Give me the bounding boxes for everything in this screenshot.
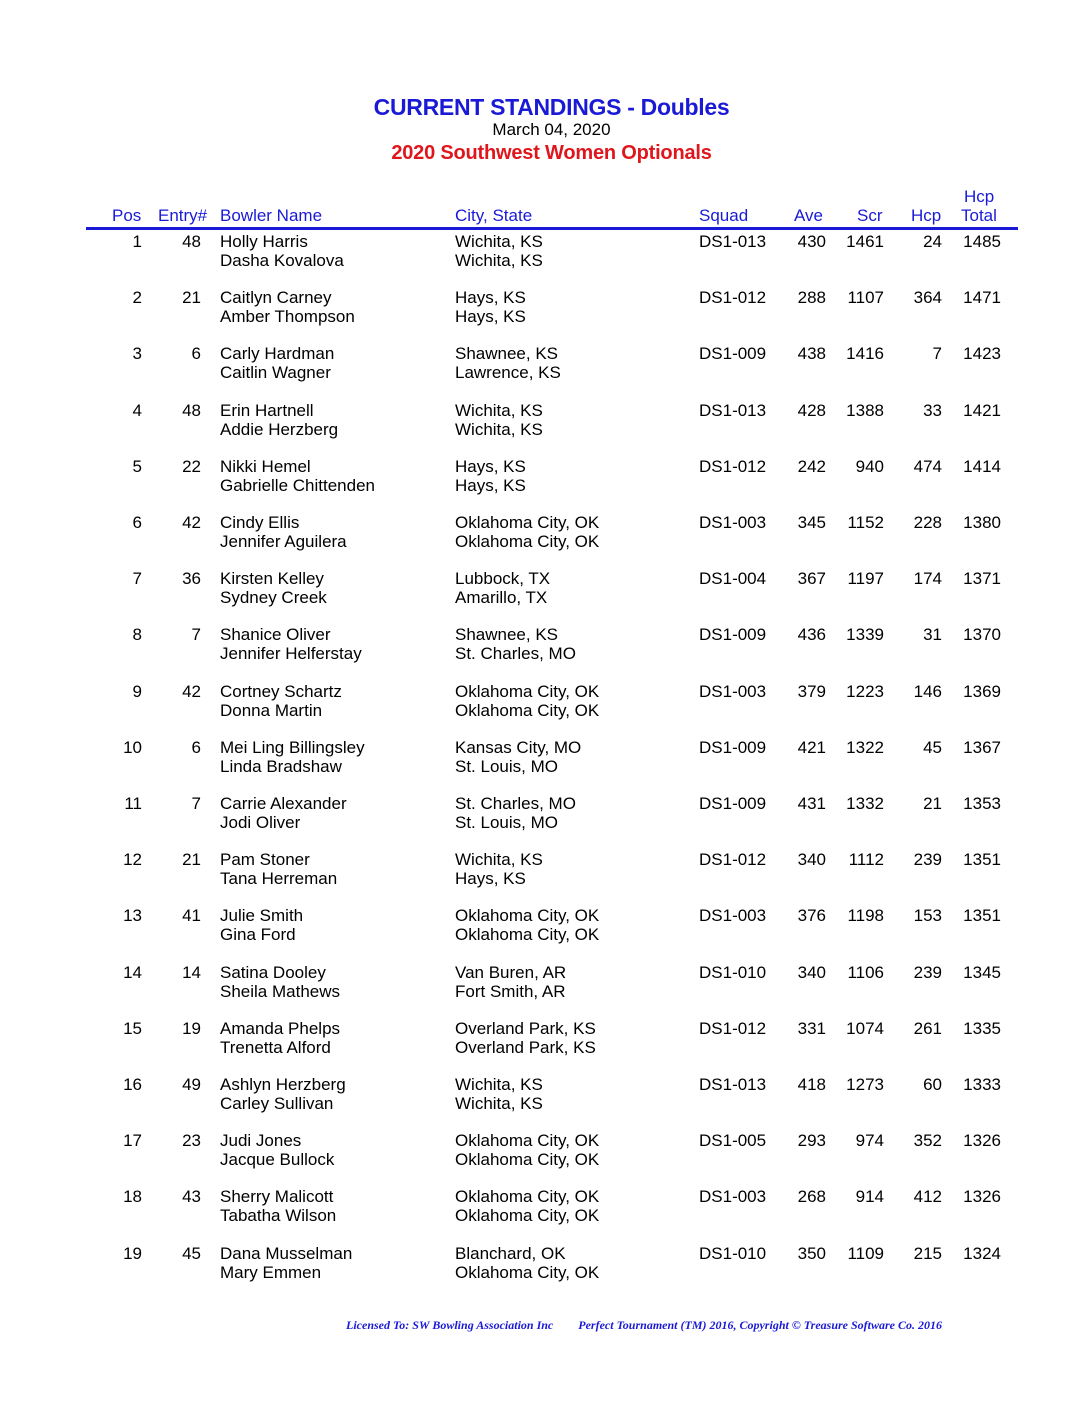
cell-hcp: 21 <box>923 794 942 813</box>
cell-city-1: Hays, KS <box>455 288 526 308</box>
cell-bowler-2: Addie Herzberg <box>220 419 339 439</box>
cell-entry: 7 <box>191 794 201 813</box>
cell-hcp-total: 1326 <box>963 1131 1001 1151</box>
cell-hcp-total: 1345 <box>963 962 1001 982</box>
cell-pos: 17 <box>123 1131 142 1151</box>
cell-city-2: Oklahoma City, OK <box>455 700 600 720</box>
cell-city-2: Overland Park, KS <box>455 1037 596 1057</box>
cell-bowler-1: Dana Musselman <box>220 1243 353 1263</box>
cell-pos: 11 <box>124 794 142 813</box>
cell-bowler-2: Jennifer Aguilera <box>220 532 347 551</box>
cell-bowler-1: Nikki Hemel <box>220 456 311 476</box>
col-hcp-total-bottom: Total <box>961 206 997 225</box>
cell-entry: 6 <box>191 344 201 364</box>
cell-hcp-total: 1326 <box>963 1187 1001 1207</box>
cell-city-2: Oklahoma City, OK <box>455 532 600 551</box>
cell-city-1: Oklahoma City, OK <box>455 513 600 532</box>
cell-scr: 1332 <box>846 794 884 813</box>
cell-squad: DS1-009 <box>699 794 767 813</box>
cell-ave: 421 <box>797 737 826 757</box>
cell-squad: DS1-010 <box>699 962 767 982</box>
cell-bowler-2: Jacque Bullock <box>220 1150 335 1170</box>
cell-city-1: Blanchard, OK <box>455 1243 566 1263</box>
cell-ave: 331 <box>797 1018 826 1038</box>
cell-scr: 1074 <box>846 1018 884 1038</box>
col-bowler-name: Bowler Name <box>220 206 323 225</box>
cell-squad: DS1-013 <box>699 232 767 251</box>
cell-bowler-1: Mei Ling Billingsley <box>220 737 365 757</box>
cell-bowler-2: Trenetta Alford <box>220 1037 331 1057</box>
cell-ave: 340 <box>797 850 826 870</box>
cell-ave: 438 <box>797 344 826 364</box>
cell-bowler-2: Donna Martin <box>220 700 323 720</box>
cell-hcp: 228 <box>913 513 942 532</box>
cell-entry: 22 <box>182 456 201 476</box>
col-pos: Pos <box>112 206 142 225</box>
cell-city-1: Hays, KS <box>455 456 526 476</box>
cell-bowler-1: Kirsten Kelley <box>220 569 324 589</box>
cell-scr: 1322 <box>846 737 884 757</box>
cell-squad: DS1-012 <box>699 850 767 870</box>
cell-hcp-total: 1370 <box>963 625 1001 645</box>
cell-squad: DS1-012 <box>699 288 767 308</box>
cell-city-2: Fort Smith, AR <box>455 981 566 1001</box>
cell-hcp-total: 1324 <box>963 1243 1001 1263</box>
cell-hcp-total: 1335 <box>963 1018 1001 1038</box>
cell-hcp: 239 <box>913 962 942 982</box>
cell-bowler-1: Ashlyn Herzberg <box>220 1075 346 1094</box>
cell-pos: 2 <box>132 288 142 308</box>
cell-hcp: 7 <box>932 344 942 364</box>
cell-city-2: Oklahoma City, OK <box>455 1150 600 1170</box>
cell-city-2: Wichita, KS <box>455 419 543 439</box>
cell-pos: 13 <box>123 906 142 926</box>
cell-city-2: St. Charles, MO <box>455 644 576 664</box>
cell-entry: 7 <box>191 625 201 645</box>
cell-city-2: St. Louis, MO <box>455 756 558 776</box>
cell-city-1: Lubbock, TX <box>455 569 551 589</box>
page-title: CURRENT STANDINGS - Doubles <box>373 94 730 120</box>
cell-squad: DS1-009 <box>699 625 767 645</box>
cell-squad: DS1-013 <box>699 1075 767 1094</box>
cell-entry: 21 <box>182 850 201 870</box>
cell-bowler-1: Amanda Phelps <box>220 1018 341 1038</box>
cell-city-1: Wichita, KS <box>455 400 543 420</box>
cell-entry: 42 <box>182 513 201 532</box>
cell-scr: 1416 <box>846 344 884 364</box>
cell-entry: 6 <box>191 737 201 757</box>
cell-hcp-total: 1333 <box>963 1075 1001 1094</box>
cell-city-2: Wichita, KS <box>455 251 543 270</box>
cell-bowler-1: Judi Jones <box>220 1131 302 1151</box>
cell-city-2: St. Louis, MO <box>455 813 558 832</box>
cell-entry: 23 <box>182 1131 201 1151</box>
cell-hcp-total: 1421 <box>963 400 1001 420</box>
cell-pos: 18 <box>123 1187 142 1207</box>
cell-city-1: St. Charles, MO <box>455 794 576 813</box>
col-ave: Ave <box>794 206 823 225</box>
cell-ave: 428 <box>797 400 826 420</box>
cell-hcp: 215 <box>913 1243 942 1263</box>
cell-city-1: Shawnee, KS <box>455 344 559 364</box>
cell-ave: 436 <box>797 625 826 645</box>
cell-hcp: 474 <box>913 456 942 476</box>
footer-licensed: Licensed To: SW Bowling Association Inc <box>346 1318 554 1332</box>
cell-scr: 1197 <box>847 569 884 589</box>
col-hcp: Hcp <box>911 206 942 225</box>
cell-entry: 43 <box>182 1187 201 1207</box>
cell-scr: 1461 <box>846 232 884 251</box>
cell-city-2: Amarillo, TX <box>455 588 548 608</box>
col-city-state: City, State <box>455 206 533 225</box>
cell-ave: 268 <box>797 1187 826 1207</box>
cell-hcp-total: 1351 <box>963 850 1001 870</box>
cell-ave: 345 <box>797 513 826 532</box>
cell-scr: 1339 <box>846 625 884 645</box>
cell-hcp: 24 <box>923 232 942 251</box>
cell-hcp-total: 1351 <box>963 906 1001 926</box>
cell-squad: DS1-004 <box>699 569 767 589</box>
cell-hcp-total: 1367 <box>963 737 1001 757</box>
cell-squad: DS1-003 <box>699 1187 767 1207</box>
cell-squad: DS1-013 <box>699 400 767 420</box>
cell-city-1: Oklahoma City, OK <box>455 906 600 926</box>
cell-bowler-2: Gabrielle Chittenden <box>220 475 375 495</box>
cell-city-2: Hays, KS <box>455 307 526 327</box>
cell-city-1: Shawnee, KS <box>455 625 559 645</box>
cell-bowler-2: Jodi Oliver <box>220 813 301 832</box>
cell-scr: 974 <box>855 1131 884 1151</box>
cell-hcp: 45 <box>923 737 942 757</box>
cell-bowler-1: Carly Hardman <box>220 344 335 364</box>
cell-city-2: Oklahoma City, OK <box>455 925 600 945</box>
cell-entry: 48 <box>182 400 201 420</box>
cell-ave: 430 <box>797 232 826 251</box>
cell-bowler-2: Linda Bradshaw <box>220 756 342 776</box>
cell-scr: 1109 <box>847 1243 884 1263</box>
cell-entry: 42 <box>182 681 201 701</box>
col-squad: Squad <box>699 206 749 225</box>
cell-hcp-total: 1471 <box>963 288 1001 308</box>
cell-city-2: Oklahoma City, OK <box>455 1262 600 1282</box>
cell-scr: 1152 <box>847 513 884 532</box>
cell-hcp: 352 <box>913 1131 942 1151</box>
cell-ave: 340 <box>797 962 826 982</box>
cell-hcp: 153 <box>913 906 942 926</box>
cell-bowler-1: Sherry Malicott <box>220 1187 334 1207</box>
cell-bowler-2: Caitlin Wagner <box>220 363 331 383</box>
cell-pos: 12 <box>123 850 142 870</box>
cell-hcp: 33 <box>923 400 942 420</box>
cell-squad: DS1-003 <box>699 906 767 926</box>
cell-hcp-total: 1380 <box>963 513 1001 532</box>
cell-entry: 45 <box>182 1243 201 1263</box>
cell-pos: 4 <box>132 400 142 420</box>
cell-hcp: 239 <box>913 850 942 870</box>
cell-scr: 1107 <box>847 288 884 308</box>
col-hcp-total-top: Hcp <box>964 187 995 206</box>
cell-pos: 14 <box>123 962 142 982</box>
cell-bowler-1: Cindy Ellis <box>220 513 300 532</box>
cell-ave: 242 <box>797 456 826 476</box>
cell-city-1: Oklahoma City, OK <box>455 1131 600 1151</box>
col-scr: Scr <box>857 206 883 225</box>
cell-pos: 19 <box>123 1243 142 1263</box>
cell-bowler-1: Julie Smith <box>220 906 304 926</box>
cell-pos: 16 <box>123 1075 142 1094</box>
cell-bowler-1: Carrie Alexander <box>220 794 347 813</box>
cell-pos: 5 <box>132 456 142 476</box>
cell-hcp-total: 1414 <box>963 456 1001 476</box>
cell-bowler-2: Sheila Mathews <box>220 981 341 1001</box>
cell-squad: DS1-010 <box>699 1243 767 1263</box>
cell-bowler-2: Carley Sullivan <box>220 1094 334 1113</box>
cell-scr: 1198 <box>847 906 884 926</box>
cell-bowler-2: Gina Ford <box>220 925 296 945</box>
cell-bowler-1: Holly Harris <box>220 232 308 251</box>
cell-bowler-2: Dasha Kovalova <box>220 251 344 270</box>
cell-city-1: Wichita, KS <box>455 850 543 870</box>
cell-ave: 376 <box>797 906 826 926</box>
cell-bowler-1: Erin Hartnell <box>220 400 314 420</box>
cell-pos: 3 <box>132 344 142 364</box>
cell-squad: DS1-012 <box>699 1018 767 1038</box>
cell-ave: 431 <box>797 794 826 813</box>
cell-entry: 49 <box>182 1075 201 1094</box>
cell-ave: 379 <box>797 681 826 701</box>
cell-scr: 1112 <box>848 850 884 870</box>
cell-hcp-total: 1485 <box>963 232 1001 251</box>
cell-entry: 21 <box>182 288 201 308</box>
cell-squad: DS1-005 <box>699 1131 767 1151</box>
cell-city-2: Hays, KS <box>455 475 526 495</box>
cell-entry: 36 <box>182 569 201 589</box>
cell-ave: 350 <box>797 1243 826 1263</box>
cell-hcp-total: 1369 <box>963 681 1001 701</box>
cell-city-1: Oklahoma City, OK <box>455 1187 600 1207</box>
cell-city-1: Wichita, KS <box>455 232 543 251</box>
cell-entry: 41 <box>182 906 201 926</box>
cell-squad: DS1-009 <box>699 344 767 364</box>
cell-pos: 1 <box>132 232 142 251</box>
cell-entry: 48 <box>182 232 201 251</box>
cell-bowler-1: Caitlyn Carney <box>220 288 332 308</box>
cell-bowler-2: Tana Herreman <box>220 869 338 889</box>
cell-bowler-2: Jennifer Helferstay <box>220 644 362 664</box>
cell-city-2: Wichita, KS <box>455 1094 543 1113</box>
footer-copyright: Perfect Tournament (TM) 2016, Copyright © Treasure Software Co. 2016 <box>578 1318 943 1332</box>
cell-city-2: Lawrence, KS <box>455 363 561 383</box>
cell-squad: DS1-003 <box>699 513 767 532</box>
cell-squad: DS1-012 <box>699 456 767 476</box>
col-entry: Entry# <box>158 206 208 225</box>
cell-entry: 14 <box>182 962 201 982</box>
cell-ave: 418 <box>797 1075 826 1094</box>
cell-hcp: 412 <box>913 1187 942 1207</box>
footer <box>346 1318 942 1333</box>
cell-scr: 1223 <box>846 681 884 701</box>
cell-city-2: Oklahoma City, OK <box>455 1206 600 1226</box>
cell-entry: 19 <box>182 1018 201 1038</box>
cell-hcp-total: 1353 <box>963 794 1001 813</box>
cell-bowler-1: Satina Dooley <box>220 962 326 982</box>
cell-hcp: 261 <box>913 1018 942 1038</box>
cell-ave: 367 <box>797 569 826 589</box>
cell-bowler-2: Amber Thompson <box>220 307 355 327</box>
cell-city-2: Hays, KS <box>455 869 526 889</box>
cell-bowler-2: Tabatha Wilson <box>220 1206 337 1226</box>
cell-city-1: Van Buren, AR <box>455 962 567 982</box>
cell-ave: 288 <box>797 288 826 308</box>
cell-hcp: 174 <box>913 569 942 589</box>
cell-pos: 9 <box>132 681 142 701</box>
cell-bowler-1: Shanice Oliver <box>220 625 331 645</box>
cell-squad: DS1-003 <box>699 681 767 701</box>
cell-pos: 10 <box>123 737 142 757</box>
cell-scr: 1388 <box>846 400 884 420</box>
cell-bowler-1: Cortney Schartz <box>220 681 342 701</box>
cell-pos: 8 <box>132 625 142 645</box>
cell-city-1: Oklahoma City, OK <box>455 681 600 701</box>
cell-scr: 914 <box>855 1187 884 1207</box>
cell-hcp: 31 <box>923 625 942 645</box>
cell-bowler-2: Sydney Creek <box>220 588 327 608</box>
cell-city-1: Overland Park, KS <box>455 1018 596 1038</box>
cell-pos: 6 <box>132 513 142 532</box>
cell-pos: 7 <box>132 569 142 589</box>
cell-pos: 15 <box>123 1018 142 1038</box>
cell-ave: 293 <box>797 1131 826 1151</box>
cell-hcp: 60 <box>923 1075 942 1094</box>
cell-hcp-total: 1423 <box>963 344 1001 364</box>
cell-scr: 1273 <box>846 1075 884 1094</box>
cell-hcp: 146 <box>913 681 942 701</box>
cell-city-1: Kansas City, MO <box>455 737 582 757</box>
report-date: March 04, 2020 <box>492 120 611 139</box>
cell-city-1: Wichita, KS <box>455 1075 543 1094</box>
cell-scr: 940 <box>855 456 884 476</box>
cell-bowler-1: Pam Stoner <box>220 850 310 870</box>
cell-hcp-total: 1371 <box>963 569 1001 589</box>
cell-squad: DS1-009 <box>699 737 767 757</box>
cell-bowler-2: Mary Emmen <box>220 1262 322 1282</box>
event-name: 2020 Southwest Women Optionals <box>391 142 712 164</box>
cell-scr: 1106 <box>847 962 884 982</box>
cell-hcp: 364 <box>913 288 942 308</box>
